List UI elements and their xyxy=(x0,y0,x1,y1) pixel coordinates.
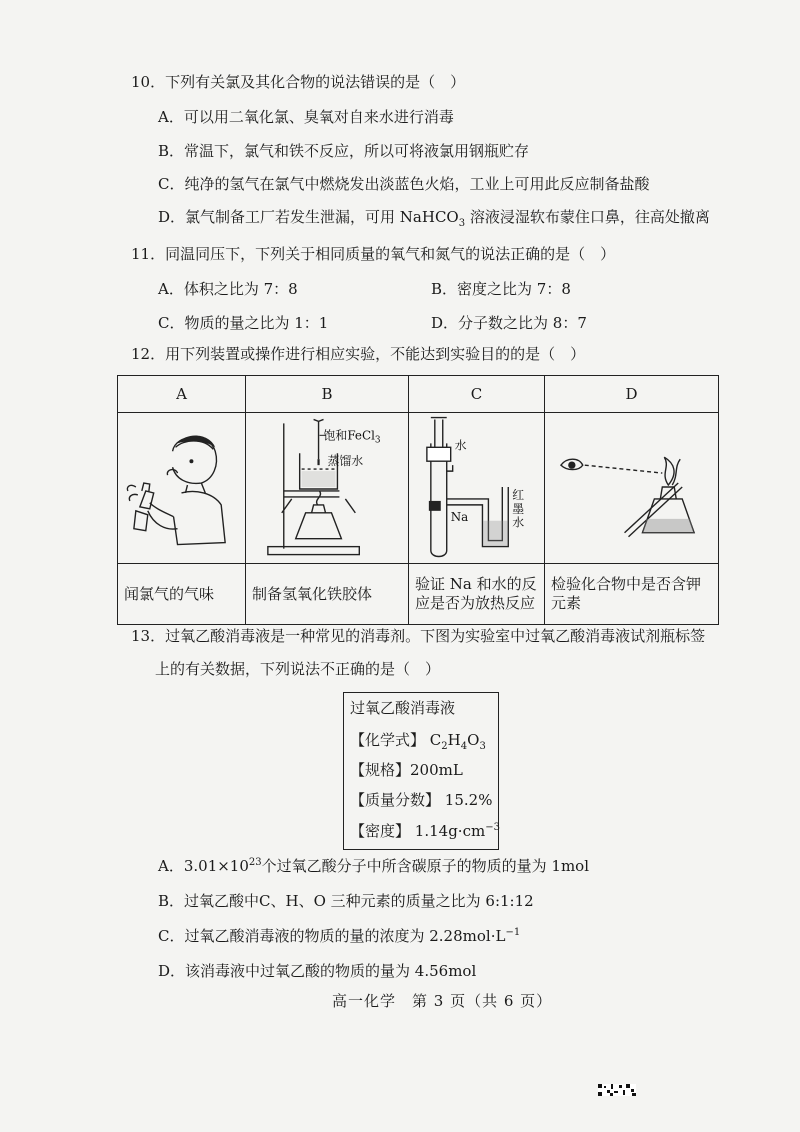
label-spec: 【规格】200mL xyxy=(350,761,463,779)
q10-option-c: C．纯净的氢气在氯气中燃烧发出淡蓝色火焰，工业上可用此反应制备盐酸 xyxy=(158,175,650,193)
heating-beaker-apparatus xyxy=(246,413,408,563)
q11-option-b: B．密度之比为 7：8 xyxy=(431,280,571,298)
u-tube-apparatus xyxy=(409,413,544,563)
q13-option-b: B．过氧乙酸中C、H、O 三种元素的质量之比为 6:1:12 xyxy=(158,892,534,910)
header-b: B xyxy=(246,376,409,413)
red-ink-label-2: 墨 xyxy=(512,501,525,516)
q11-option-d: D．分子数之比为 8：7 xyxy=(431,314,587,332)
q10-option-b: B．常温下，氯气和铁不反应，所以可将液氯用钢瓶贮存 xyxy=(158,142,530,160)
fecl3-label: 饱和FeCl$_3$ xyxy=(323,428,381,446)
q10-option-a: A．可以用二氧化氯、臭氧对自来水进行消毒 xyxy=(158,108,454,126)
reagent-label xyxy=(343,692,499,850)
q12-stem: 12．用下列装置或操作进行相应实验，不能达到实验目的的是（ ） xyxy=(131,345,586,363)
figure-c-na-water xyxy=(409,413,545,564)
caption-a: 闻氯气的气味 xyxy=(118,564,246,625)
q13-option-a: A．$3.01\times 10^{23}$个过氧乙酸分子中所含碳原子的物质的量为 1mol xyxy=(158,857,589,875)
q10-stem: 10．下列有关氯及其化合物的说法错误的是（ ） xyxy=(131,73,466,91)
header-d: D xyxy=(545,376,719,413)
q10-option-d: D．氯气制备工厂若发生泄漏，可用 NaHCO$_3$ 溶液浸湿软布蒙住口鼻，往高处撤离 xyxy=(158,208,710,229)
label-formula: 【化学式】 $C_2H_4O_3$ xyxy=(350,731,486,752)
q13-option-d: D．该消毒液中过氧乙酸的物质的量为 4.56mol xyxy=(158,962,477,980)
sodium-label: Na xyxy=(450,509,469,524)
q11-option-a: A．体积之比为 7：8 xyxy=(158,280,298,298)
q13-stem-line1: 13．过氧乙酸消毒液是一种常见的消毒剂。下图为实验室中过氧乙酸消毒液试剂瓶标签 xyxy=(131,627,706,645)
qr-code-icon xyxy=(598,1084,636,1096)
child-smelling-bottle-figure xyxy=(118,413,245,563)
q13-stem-line2: 上的有关数据，下列说法不正确的是（ ） xyxy=(155,660,441,678)
q11-option-c: C．物质的量之比为 1：1 xyxy=(158,314,329,332)
figure-a-smell-chlorine xyxy=(118,413,246,564)
distilled-water-label: 蒸馏水 xyxy=(327,454,364,469)
figure-d-flame-test xyxy=(545,413,719,564)
q13-option-c: C．过氧乙酸消毒液的物质的量的浓度为 $2.28mol\cdot L^{-1}$ xyxy=(158,927,521,945)
red-ink-label-1: 红 xyxy=(512,487,525,502)
page-footer: 高一化学 第 3 页（共 6 页） xyxy=(332,992,553,1010)
header-c: C xyxy=(409,376,545,413)
q11-stem: 11．同温同压下，下列关于相同质量的氧气和氮气的说法正确的是（ ） xyxy=(131,245,616,263)
caption-c: 验证 Na 和水的反应是否为放热反应 xyxy=(409,564,545,625)
red-ink-label-3: 水 xyxy=(512,515,525,530)
flame-test-apparatus xyxy=(545,413,718,563)
label-mass-fraction: 【质量分数】 15.2% xyxy=(350,791,493,809)
water-label: 水 xyxy=(454,438,467,453)
caption-b: 制备氢氧化铁胶体 xyxy=(246,564,409,625)
figure-b-prepare-colloid xyxy=(246,413,409,564)
caption-d: 检验化合物中是否含钾元素 xyxy=(545,564,719,625)
label-title: 过氧乙酸消毒液 xyxy=(350,699,456,717)
header-a: A xyxy=(118,376,246,413)
label-density: 【密度】 $1.14g\cdot cm^{-3}$ xyxy=(350,822,500,840)
apparatus-table xyxy=(117,375,719,625)
